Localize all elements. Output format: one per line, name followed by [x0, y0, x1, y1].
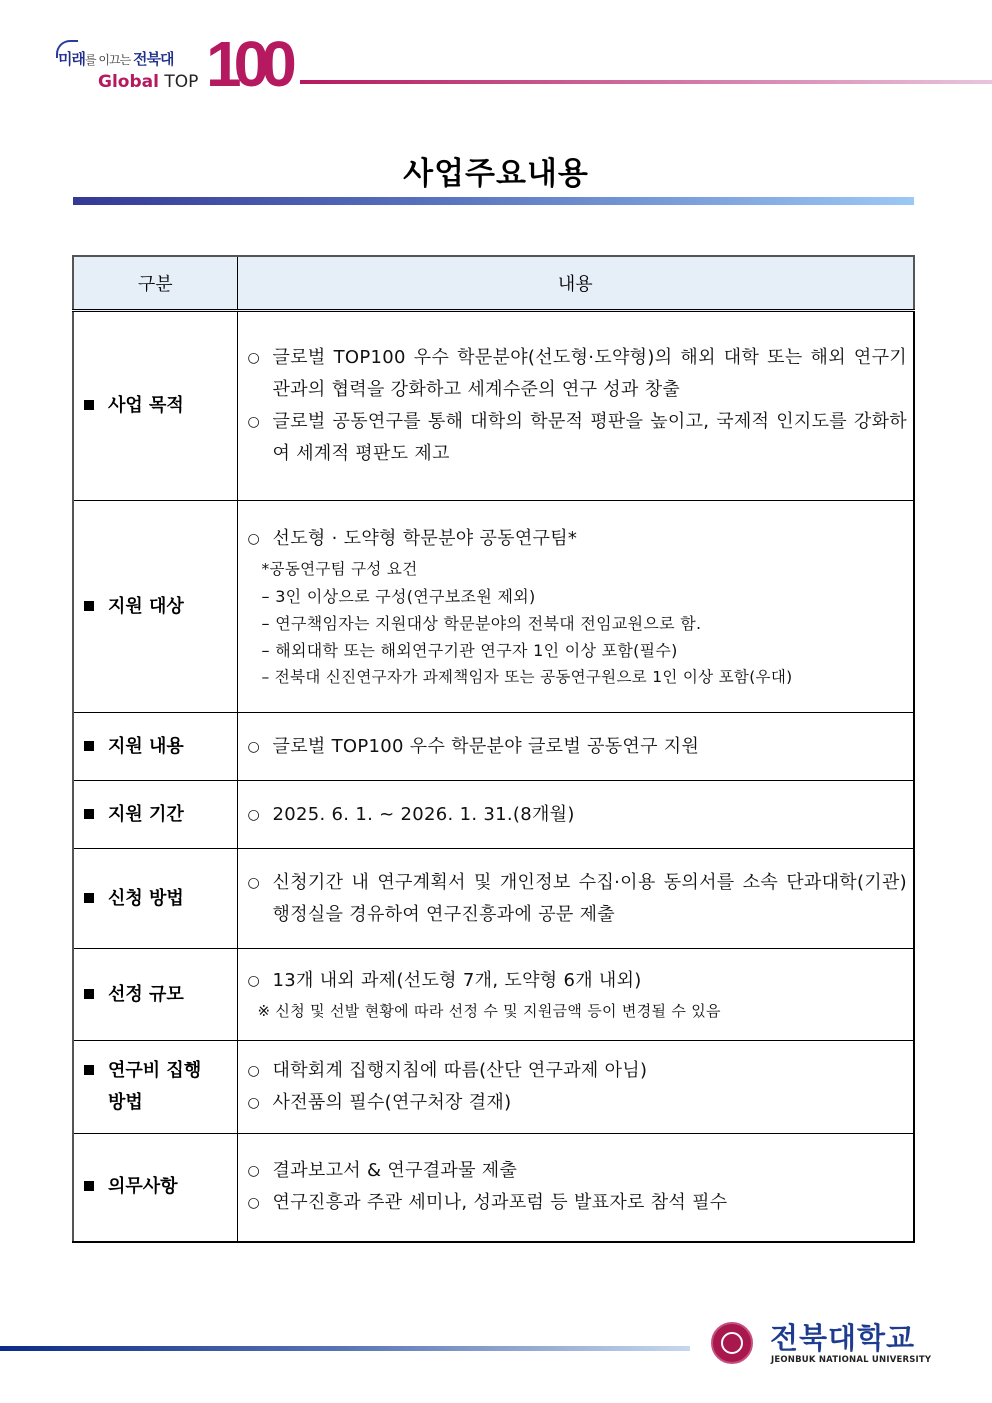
header-category: 구분 — [73, 256, 237, 311]
circle-bullet-icon: ○ — [247, 530, 261, 547]
bullet-item: ○ 글로벌 TOP100 우수 학문분야(선도형·도약형)의 해외 대학 또는 해외 연구기관과의 협력을 강화하고 세계수준의 연구 성과 창출 — [248, 342, 908, 406]
table-row-selection-scale — [73, 949, 914, 1041]
square-bullet-icon — [84, 893, 94, 903]
title-underline — [73, 197, 914, 205]
row-label: 선정 규모 — [74, 979, 237, 1011]
bullet-item: ○ 선도형 · 도약형 학문분야 공동연구팀* — [248, 523, 908, 555]
bullet-item: ○ 연구진흥과 주관 세미나, 성과포럼 등 발표자로 참석 필수 — [248, 1187, 908, 1219]
circle-bullet-icon: ○ — [247, 972, 261, 989]
logo-100: 100 — [206, 28, 289, 100]
logo-top: TOP — [158, 72, 199, 92]
row-label: 의무사항 — [74, 1171, 237, 1203]
row-label: 사업 목적 — [74, 390, 237, 422]
row-label: 지원 대상 — [74, 591, 237, 623]
square-bullet-icon — [84, 1065, 94, 1075]
table-row-support-period — [73, 781, 914, 849]
header-divider — [300, 80, 992, 84]
university-seal-icon — [711, 1322, 753, 1364]
requirement-item: – 연구책임자는 지원대상 학문분야의 전북대 전임교원으로 함. — [261, 613, 702, 633]
bullet-item: ○ 대학회계 집행지침에 따름(산단 연구과제 아님) — [248, 1055, 908, 1087]
circle-bullet-icon: ○ — [247, 738, 261, 755]
bullet-item: ○ 글로벌 공동연구를 통해 대학의 학문적 평판을 높이고, 국제적 인지도를 강화하여 세계적 평판도 제고 — [248, 406, 908, 470]
circle-bullet-icon: ○ — [247, 414, 261, 430]
circle-bullet-icon: ○ — [247, 350, 261, 366]
bullet-item: ○ 글로벌 TOP100 우수 학문분야 글로벌 공동연구 지원 — [248, 731, 908, 763]
row-label: 지원 내용 — [74, 731, 237, 763]
requirement-item: – 전북대 신진연구자가 과제책임자 또는 공동연구원으로 1인 이상 포함(우대) — [261, 667, 793, 686]
logo-slogan-univ: 전북대 — [132, 50, 174, 68]
square-bullet-icon — [84, 809, 94, 819]
square-bullet-icon — [84, 1181, 94, 1191]
bullet-item: ○ 13개 내외 과제(선도형 7개, 도약형 6개 내외) — [248, 965, 908, 997]
logo-slogan — [58, 48, 173, 69]
requirement-item: – 3인 이상으로 구성(연구보조원 제외) — [261, 586, 536, 606]
square-bullet-icon — [84, 989, 94, 999]
circle-bullet-icon: ○ — [247, 1063, 261, 1079]
university-name-ko: 전북대학교 — [770, 1321, 916, 1355]
circle-bullet-icon: ○ — [247, 1163, 261, 1180]
table-row-application-method — [73, 849, 914, 949]
table-row-budget-execution — [73, 1041, 914, 1134]
university-name-en: JEONBUK NATIONAL UNIVERSITY — [771, 1355, 932, 1365]
circle-bullet-icon: ○ — [247, 874, 261, 891]
requirements-title: *공동연구팀 구성 요건 — [261, 559, 418, 578]
table-header-row — [73, 256, 914, 311]
page-title: 사업주요내용 — [403, 156, 589, 192]
requirement-item: – 해외대학 또는 해외연구기관 연구자 1인 이상 포함(필수) — [261, 640, 678, 660]
row-label: 신청 방법 — [74, 883, 237, 915]
logo-global: Global — [98, 72, 159, 92]
circle-bullet-icon: ○ — [247, 806, 261, 823]
table-row-obligations — [73, 1134, 914, 1242]
square-bullet-icon — [84, 400, 94, 410]
header-content: 내용 — [237, 256, 914, 311]
global-top100-logo — [54, 28, 314, 100]
bullet-item: ○ 2025. 6. 1. ~ 2026. 1. 31.(8개월) — [248, 799, 908, 831]
bullet-item: ○ 사전품의 필수(연구처장 결재) — [248, 1087, 908, 1119]
table-row-purpose — [73, 311, 914, 501]
bullet-item: ○ 신청기간 내 연구계획서 및 개인정보 수집·이용 동의서를 소속 단과대학(기관) 행정실을 경유하여 연구진흥과에 공문 제출 — [248, 867, 908, 931]
square-bullet-icon — [84, 741, 94, 751]
table-row-support-content — [73, 713, 914, 781]
program-summary-table — [72, 255, 915, 1243]
logo-slogan-lead: 를 이끄는 — [84, 53, 133, 67]
table-row-eligibility — [73, 501, 914, 713]
row-label: 지원 기간 — [74, 799, 237, 831]
logo-global-top — [98, 72, 198, 92]
selection-note: ※ 신청 및 선발 현황에 따라 선정 수 및 지원금액 등이 변경될 수 있음 — [257, 1001, 721, 1020]
square-bullet-icon — [84, 601, 94, 611]
bullet-item: ○ 결과보고서 & 연구결과물 제출 — [248, 1155, 908, 1187]
circle-bullet-icon: ○ — [247, 1195, 261, 1212]
circle-bullet-icon: ○ — [247, 1095, 261, 1111]
logo-slogan-future: 미래 — [58, 50, 85, 68]
row-label: 연구비 집행 방법 — [74, 1055, 237, 1119]
footer-divider — [0, 1346, 690, 1351]
